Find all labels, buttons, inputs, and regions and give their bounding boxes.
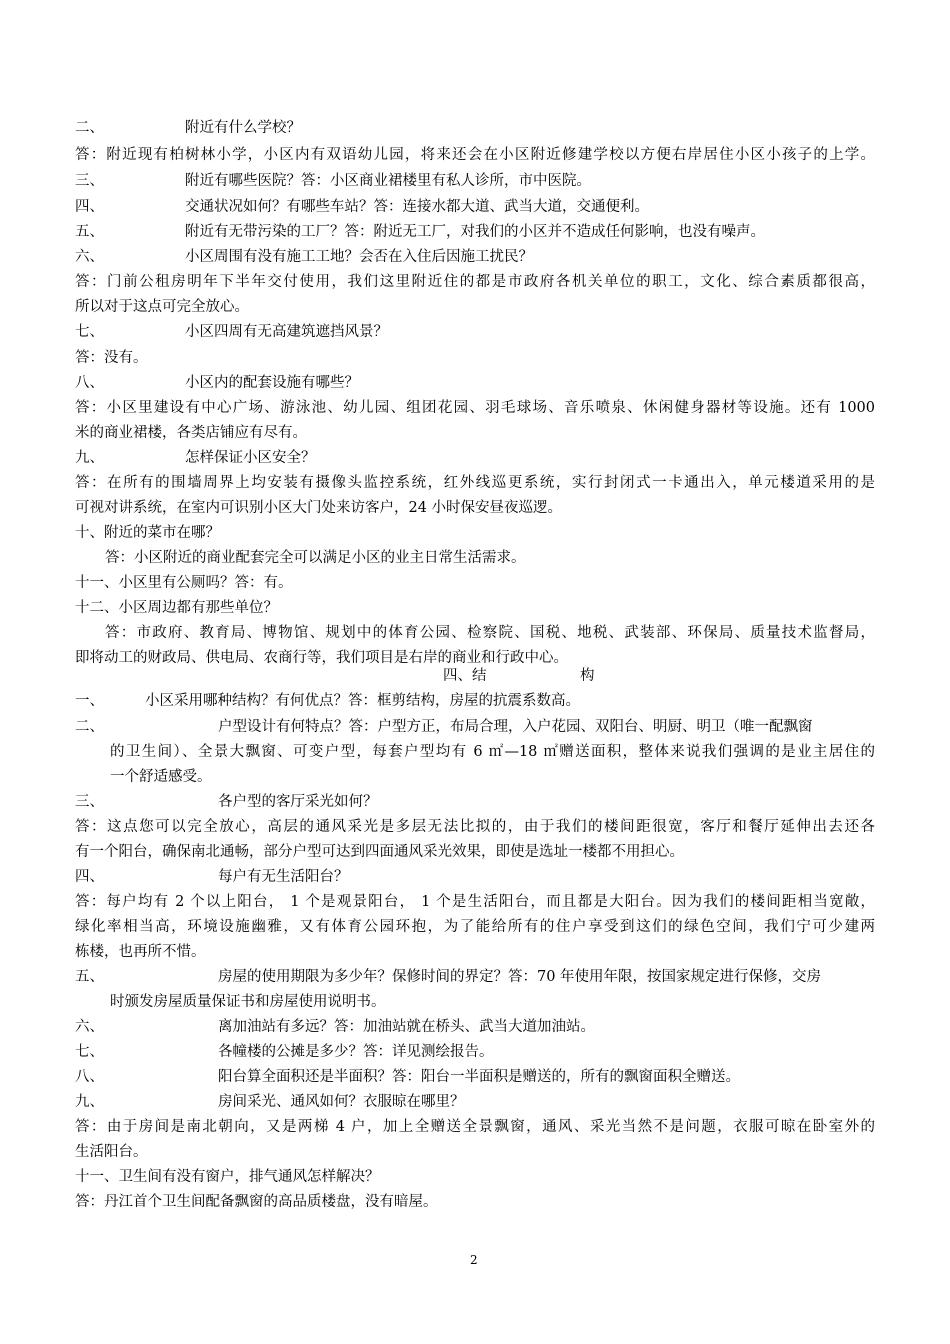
structure-answer-9-line-2: 生活阳台。 — [75, 1144, 148, 1160]
structure-answer-9-line-1: 答：由于房间是南北朝向，又是两梯 4 户，加上全赠送全景飘窗，通风、采光当然不是问题，衣服可晾在卧室外的 — [75, 1119, 875, 1135]
answer-2: 答：附近现有柏树林小学，小区内有双语幼儿园，将来还会在小区附近修建学校以方便右岸居住小区小孩子的上学。 — [75, 147, 875, 163]
question-text: 小区采用哪种结构？有何优点？答：框剪结构，房屋的抗震系数高。 — [145, 693, 580, 709]
structure-answer-4-line-3: 栋楼，也再所不惜。 — [75, 944, 206, 960]
question-text: 小区四周有无高建筑遮挡风景？ — [185, 324, 388, 340]
answer-7: 答：没有。 — [75, 350, 148, 366]
question-number: 九、 — [75, 1094, 104, 1110]
question-text: 户型设计有何特点？答：户型方正，布局合理，入户花园、双阳台、明厨、明卫（唯一配飘窗 — [218, 719, 813, 735]
structure-question-7 — [75, 1042, 494, 1062]
question-text: 各幢楼的公摊是多少？答：详见测绘报告。 — [218, 1044, 494, 1060]
question-4 — [75, 197, 649, 217]
question-text: 附近有哪些医院？答：小区商业裙楼里有私人诊所，市中医院。 — [185, 173, 591, 189]
section-heading-part-1: 四、结 — [443, 668, 487, 684]
structure-question-6 — [75, 1017, 595, 1037]
structure-answer-2-line-3: 一个舒适感受。 — [110, 769, 212, 785]
question-text: 房间采光、通风如何？衣服晾在哪里？ — [218, 1094, 465, 1110]
question-number: 二、 — [75, 719, 104, 735]
question-text: 小区内的配套设施有哪些？ — [185, 375, 359, 391]
structure-answer-3-line-1: 答：这点您可以完全放心，高层的通风采光是多层无法比拟的，由于我们的楼间距很宽，客厅和餐厅延伸出去还各 — [75, 819, 875, 835]
question-number: 七、 — [75, 1044, 104, 1060]
structure-answer-3-line-2: 有一个阳台，确保南北通畅，部分户型可达到四面通风采光效果，即使是选址一楼都不用担心。 — [75, 844, 684, 860]
question-text: 交通状况如何？有哪些车站？答：连接水都大道、武当大道，交通便利。 — [185, 199, 649, 215]
structure-question-3 — [75, 792, 378, 812]
structure-question-11: 十一、卫生间有没有窗户，排气通风怎样解决？ — [75, 1169, 380, 1185]
structure-question-5 — [75, 967, 822, 987]
question-number: 三、 — [75, 173, 104, 189]
question-number: 五、 — [75, 969, 104, 985]
question-number: 六、 — [75, 249, 104, 265]
question-number: 五、 — [75, 224, 104, 240]
structure-answer-4-line-1: 答：每户均有 2 个以上阳台， 1 个是观景阳台， 1 个是生活阳台，而且都是大阳台。因为我们的楼间距相当宽敞， — [75, 894, 875, 910]
page-number: 2 — [470, 1253, 478, 1267]
question-text: 阳台算全面积还是半面积？答：阳台一半面积是赠送的，所有的飘窗面积全赠送。 — [218, 1069, 740, 1085]
question-10: 十、附近的菜市在哪？ — [75, 525, 220, 541]
question-number: 二、 — [75, 120, 104, 136]
question-number: 四、 — [75, 869, 104, 885]
question-text: 附近有什么学校？ — [185, 120, 301, 136]
question-3 — [75, 171, 591, 191]
structure-question-1 — [75, 691, 580, 711]
question-text: 每户有无生活阳台？ — [218, 869, 349, 885]
answer-9-line-2: 可视对讲系统，在室内可识别小区大门处来访客户，24 小时保安昼夜巡逻。 — [75, 500, 563, 516]
answer-8-line-2: 米的商业裙楼，各类店铺应有尽有。 — [75, 425, 307, 441]
question-6 — [75, 247, 533, 267]
question-9 — [75, 448, 316, 468]
section-heading-part-2: 构 — [580, 668, 595, 684]
answer-10: 答：小区附近的商业配套完全可以满足小区的业主日常生活需求。 — [105, 550, 526, 566]
structure-question-4 — [75, 867, 349, 887]
question-8 — [75, 373, 359, 393]
answer-12-line-2: 即将动工的财政局、供电局、农商行等，我们项目是右岸的商业和行政中心。 — [75, 650, 568, 666]
question-text: 房屋的使用期限为多少年？保修时间的界定？答：70 年使用年限，按国家规定进行保修，交房 — [218, 969, 822, 985]
structure-answer-2-line-2: 的卫生间）、全景大飘窗、可变户型，每套户型均有 6 ㎡—18 ㎡赠送面积，整体来说我们强调的是业主居住的 — [110, 744, 875, 760]
question-number: 九、 — [75, 450, 104, 466]
structure-question-9 — [75, 1092, 465, 1112]
question-7 — [75, 322, 388, 342]
question-text: 附近有无带污染的工厂？答：附近无工厂，对我们的小区并不造成任何影响，也没有噪声。 — [185, 224, 765, 240]
answer-6-line-1: 答：门前公租房明年下半年交付使用，我们这里附近住的都是市政府各机关单位的职工，文化、综合素质都很高， — [75, 274, 875, 290]
question-text: 怎样保证小区安全？ — [185, 450, 316, 466]
question-number: 一、 — [75, 693, 104, 709]
question-number: 四、 — [75, 199, 104, 215]
structure-answer-11: 答：丹江首个卫生间配备飘窗的高品质楼盘，没有暗屋。 — [75, 1194, 438, 1210]
question-2 — [75, 118, 301, 138]
answer-12-line-1: 答：市政府、教育局、博物馆、规划中的体育公园、检察院、国税、地税、武装部、环保局、质量技术监督局， — [105, 625, 875, 641]
question-number: 八、 — [75, 1069, 104, 1085]
question-11: 十一、小区里有公厕吗？答：有。 — [75, 575, 293, 591]
question-text: 离加油站有多远？答：加油站就在桥头、武当大道加油站。 — [218, 1019, 595, 1035]
question-text: 小区周围有没有施工工地？会否在入住后因施工扰民？ — [185, 249, 533, 265]
answer-6-line-2: 所以对于这点可完全放心。 — [75, 299, 249, 315]
answer-9-line-1: 答：在所有的围墙周界上均安装有摄像头监控系统，红外线巡更系统，实行封闭式一卡通出入，单元楼道采用的是 — [75, 475, 875, 491]
question-number: 八、 — [75, 375, 104, 391]
question-text: 各户型的客厅采光如何？ — [218, 794, 378, 810]
structure-question-8 — [75, 1067, 740, 1087]
structure-answer-4-line-2: 绿化率相当高，环境设施幽雅，又有体育公园环抱，为了能给所有的住户享受到这们的绿色空间，我们宁可少建两 — [75, 919, 875, 935]
question-number: 六、 — [75, 1019, 104, 1035]
structure-answer-5-line-2: 时颁发房屋质量保证书和房屋使用说明书。 — [110, 994, 386, 1010]
question-5 — [75, 222, 765, 242]
question-12: 十二、小区周边都有那些单位？ — [75, 600, 278, 616]
question-number: 三、 — [75, 794, 104, 810]
answer-8-line-1: 答：小区里建设有中心广场、游泳池、幼儿园、组团花园、羽毛球场、音乐喷泉、休闲健身器材等设施。还有 1000 — [75, 400, 875, 416]
structure-question-2 — [75, 717, 813, 737]
question-number: 七、 — [75, 324, 104, 340]
